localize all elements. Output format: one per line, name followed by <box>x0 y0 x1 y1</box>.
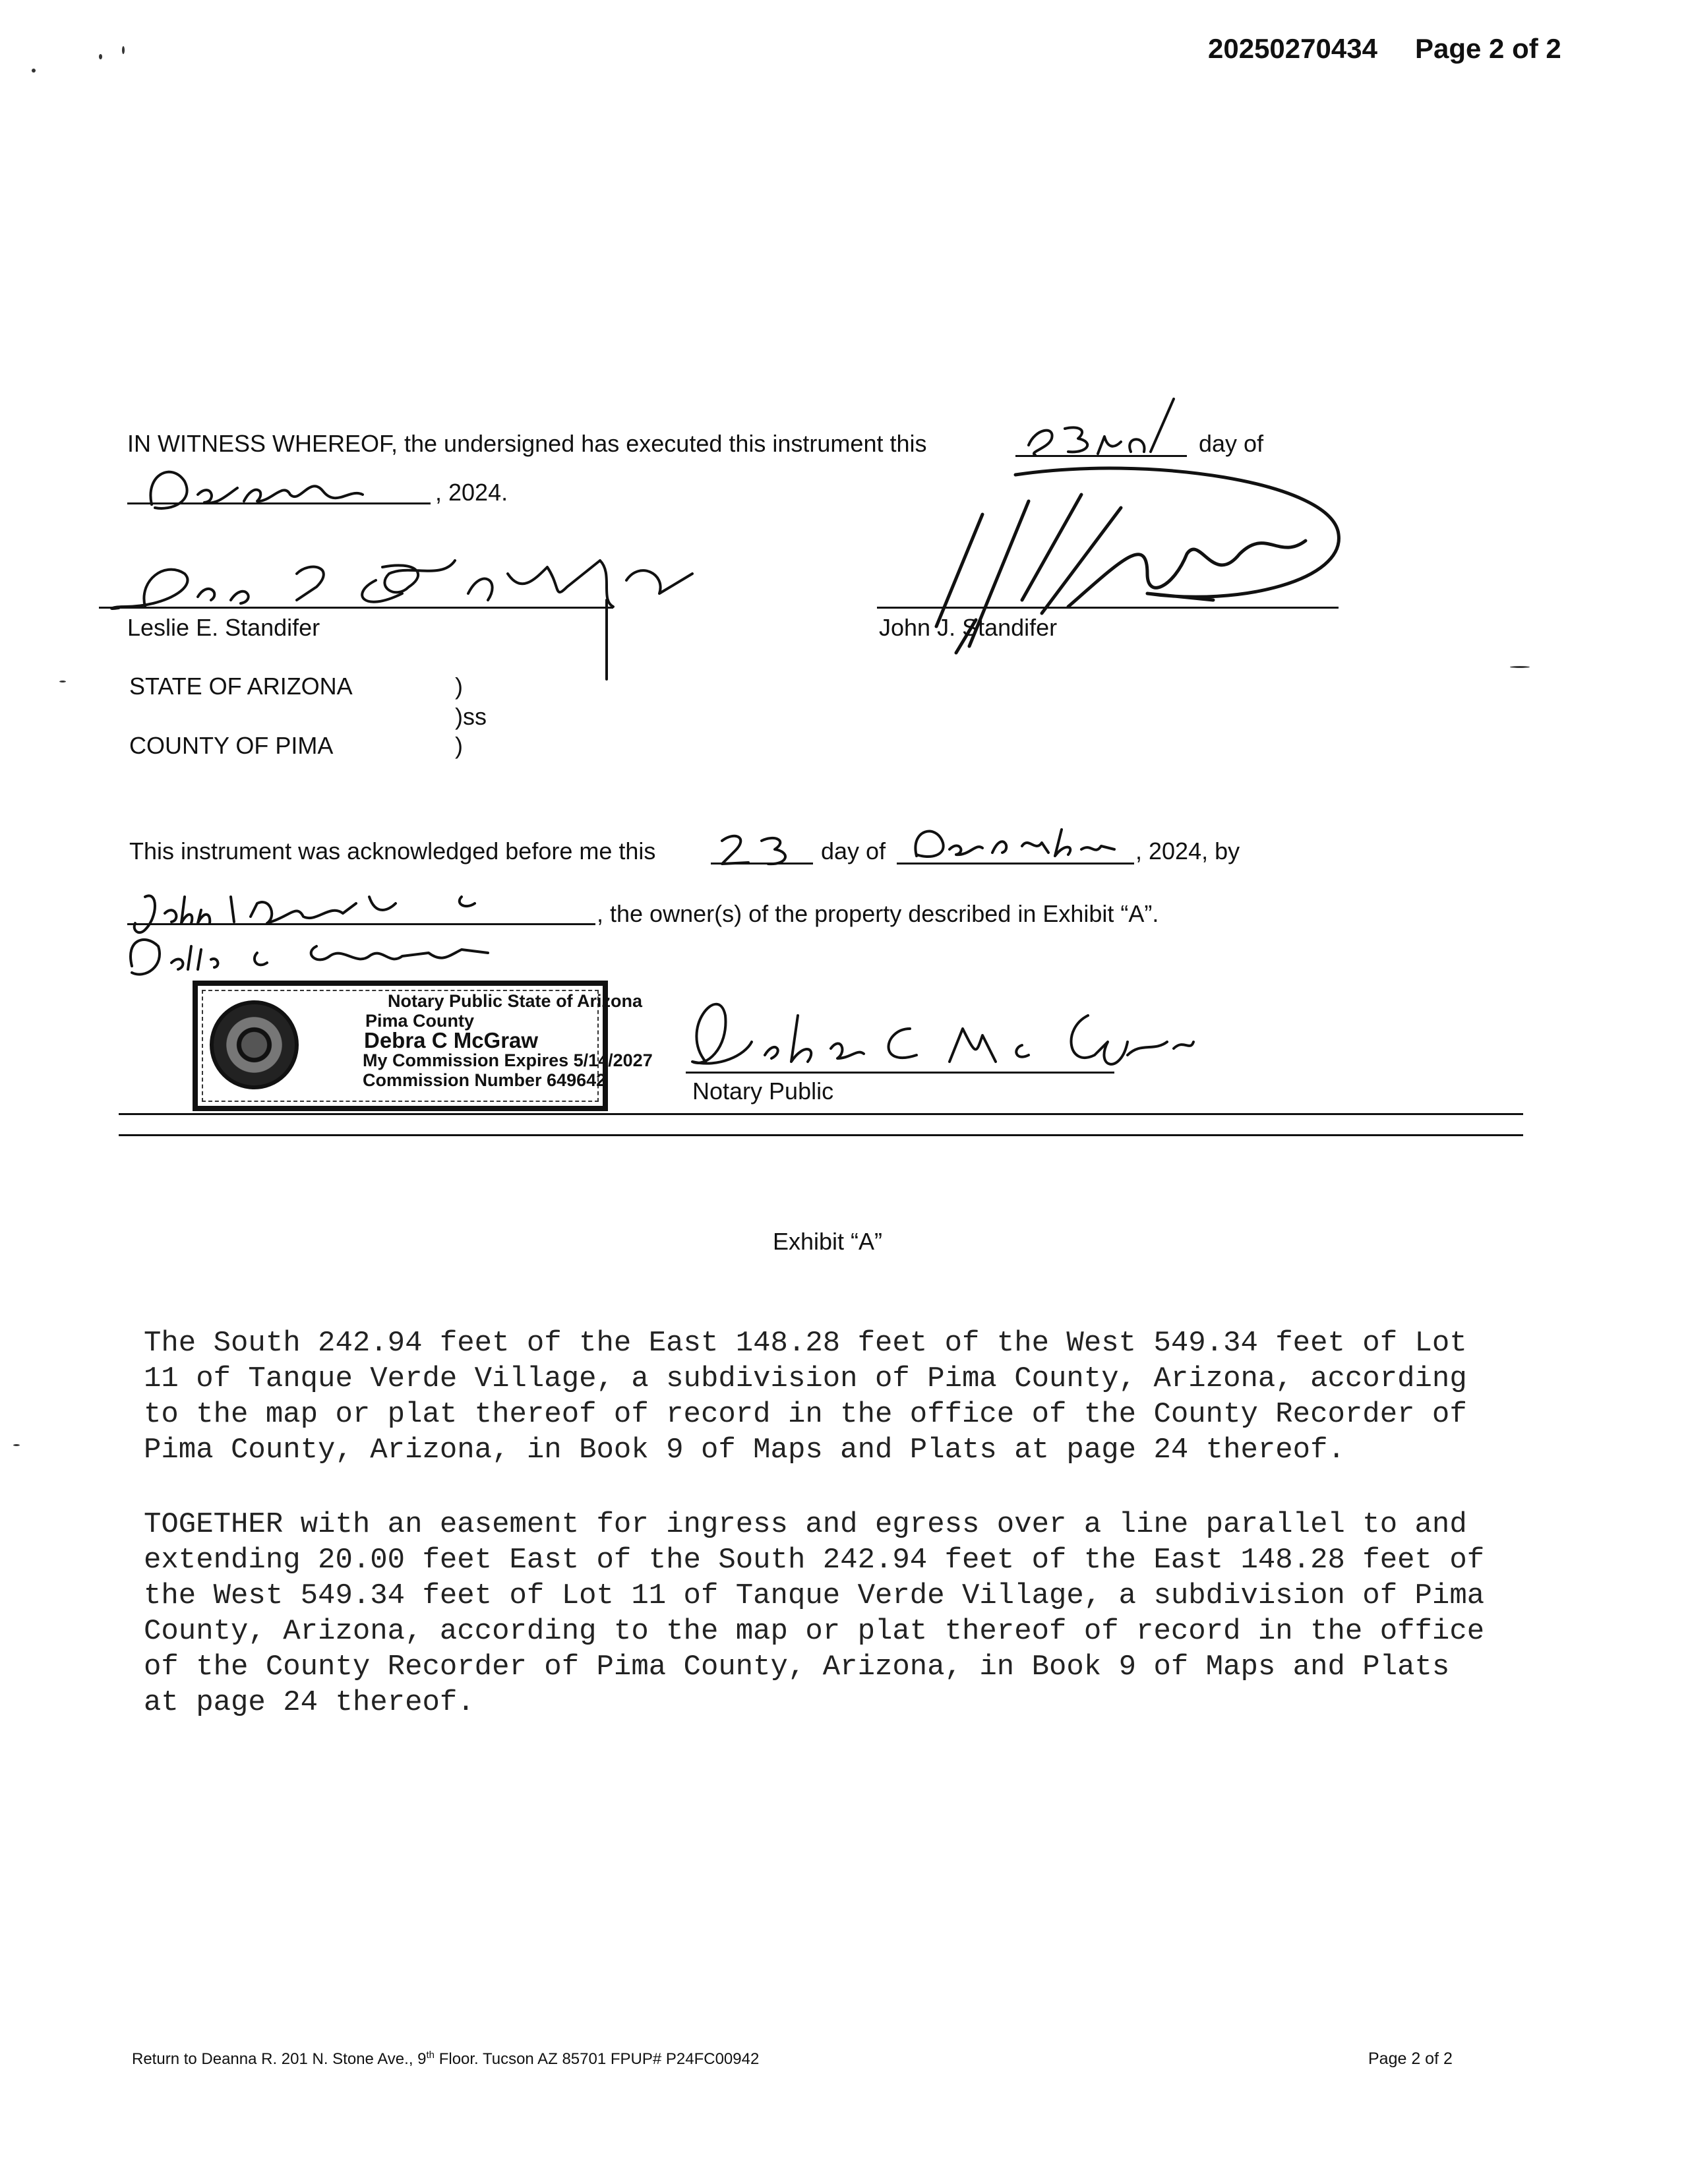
scan-speck <box>32 69 36 73</box>
ack-day-handwriting <box>709 824 814 870</box>
stamp-line-2: Pima County <box>365 1011 475 1031</box>
scan-speck <box>13 1444 20 1446</box>
exhibit-p1-line: 11 of Tanque Verde Village, a subdivision of Pima County, Arizona, according <box>144 1362 1467 1395</box>
section-divider-top <box>119 1113 1523 1115</box>
scan-speck <box>99 54 102 59</box>
header-page-label: Page 2 of 2 <box>1415 33 1561 64</box>
scan-speck <box>122 46 125 54</box>
ack-month-handwriting <box>903 816 1128 869</box>
exhibit-p2-line: the West 549.34 feet of Lot 11 of Tanque Verde Village, a subdivision of Pima <box>144 1579 1485 1612</box>
witness-year: , 2024. <box>435 479 508 506</box>
venue-county: COUNTY OF PIMA <box>129 732 334 759</box>
ack-owner-suffix: , the owner(s) of the property described in Exhibit “A”. <box>597 900 1159 927</box>
document-number: 20250270434 <box>1208 33 1377 64</box>
witness-prefix: IN WITNESS WHEREOF, the undersigned has executed this instrument this <box>127 430 927 457</box>
venue-paren-open: ) <box>455 673 463 700</box>
signer-right-name: John J. Standifer <box>879 614 1058 641</box>
month-handwriting <box>138 455 389 514</box>
stamp-line-5: Commission Number 649642 <box>363 1070 607 1090</box>
footer-return-to <box>132 2049 759 2069</box>
notary-signature <box>666 976 1193 1088</box>
venue-paren-close: ) <box>455 732 463 759</box>
stamp-line-1: Notary Public State of Arizona <box>388 991 643 1011</box>
witness-suffix: day of <box>1199 430 1264 457</box>
venue-ss: )ss <box>455 703 487 730</box>
signer-left-name: Leslie E. Standifer <box>127 614 320 641</box>
ack-year-by: , 2024, by <box>1135 837 1240 864</box>
exhibit-paragraph-2 <box>144 1507 1484 1720</box>
notary-stamp <box>193 981 653 1111</box>
footer-return-sup: th <box>426 2049 435 2061</box>
exhibit-p1-line: to the map or plat thereof of record in the office of the County Recorder of <box>144 1398 1467 1431</box>
footer-return-prefix: Return to Deanna R. 201 N. Stone Ave., 9 <box>132 2050 427 2068</box>
exhibit-paragraph-1 <box>144 1325 1467 1468</box>
day-handwriting <box>1015 389 1200 462</box>
exhibit-p2-line: at page 24 thereof. <box>144 1686 475 1719</box>
ack-prefix: This instrument was acknowledged before me this <box>129 837 656 864</box>
exhibit-p2-line: of the County Recorder of Pima County, Arizona, in Book 9 of Maps and Plats <box>144 1651 1450 1684</box>
exhibit-p2-line: TOGETHER with an easement for ingress and egress over a line parallel to and <box>144 1508 1467 1541</box>
notary-seal-icon <box>210 1000 299 1089</box>
signature-leslie <box>99 534 692 692</box>
exhibit-title: Exhibit “A” <box>773 1228 883 1255</box>
exhibit-p1-line: The South 242.94 feet of the East 148.28 feet of the West 549.34 feet of Lot <box>144 1327 1467 1360</box>
stamp-text <box>297 991 653 1090</box>
section-divider-bottom <box>119 1134 1523 1136</box>
stamp-line-4: My Commission Expires 5/14/2027 <box>363 1050 653 1070</box>
venue-state: STATE OF ARIZONA <box>129 673 353 700</box>
stamp-line-3: Debra C McGraw <box>364 1028 539 1052</box>
footer-page-label: Page 2 of 2 <box>1368 2049 1453 2068</box>
exhibit-p2-line: extending 20.00 feet East of the South 242.94 feet of the East 148.28 feet of <box>144 1544 1485 1577</box>
exhibit-p1-line: Pima County, Arizona, in Book 9 of Maps and Plats at page 24 thereof. <box>144 1434 1345 1467</box>
footer-return-suffix: Floor. Tucson AZ 85701 FPUP# P24FC00942 <box>435 2050 760 2068</box>
notary-label: Notary Public <box>692 1077 834 1105</box>
ack-day-of: day of <box>821 837 886 864</box>
scan-speck <box>59 681 66 682</box>
exhibit-p2-line: County, Arizona, according to the map or plat thereof of record in the office <box>144 1615 1485 1648</box>
scan-speck <box>1510 666 1530 668</box>
